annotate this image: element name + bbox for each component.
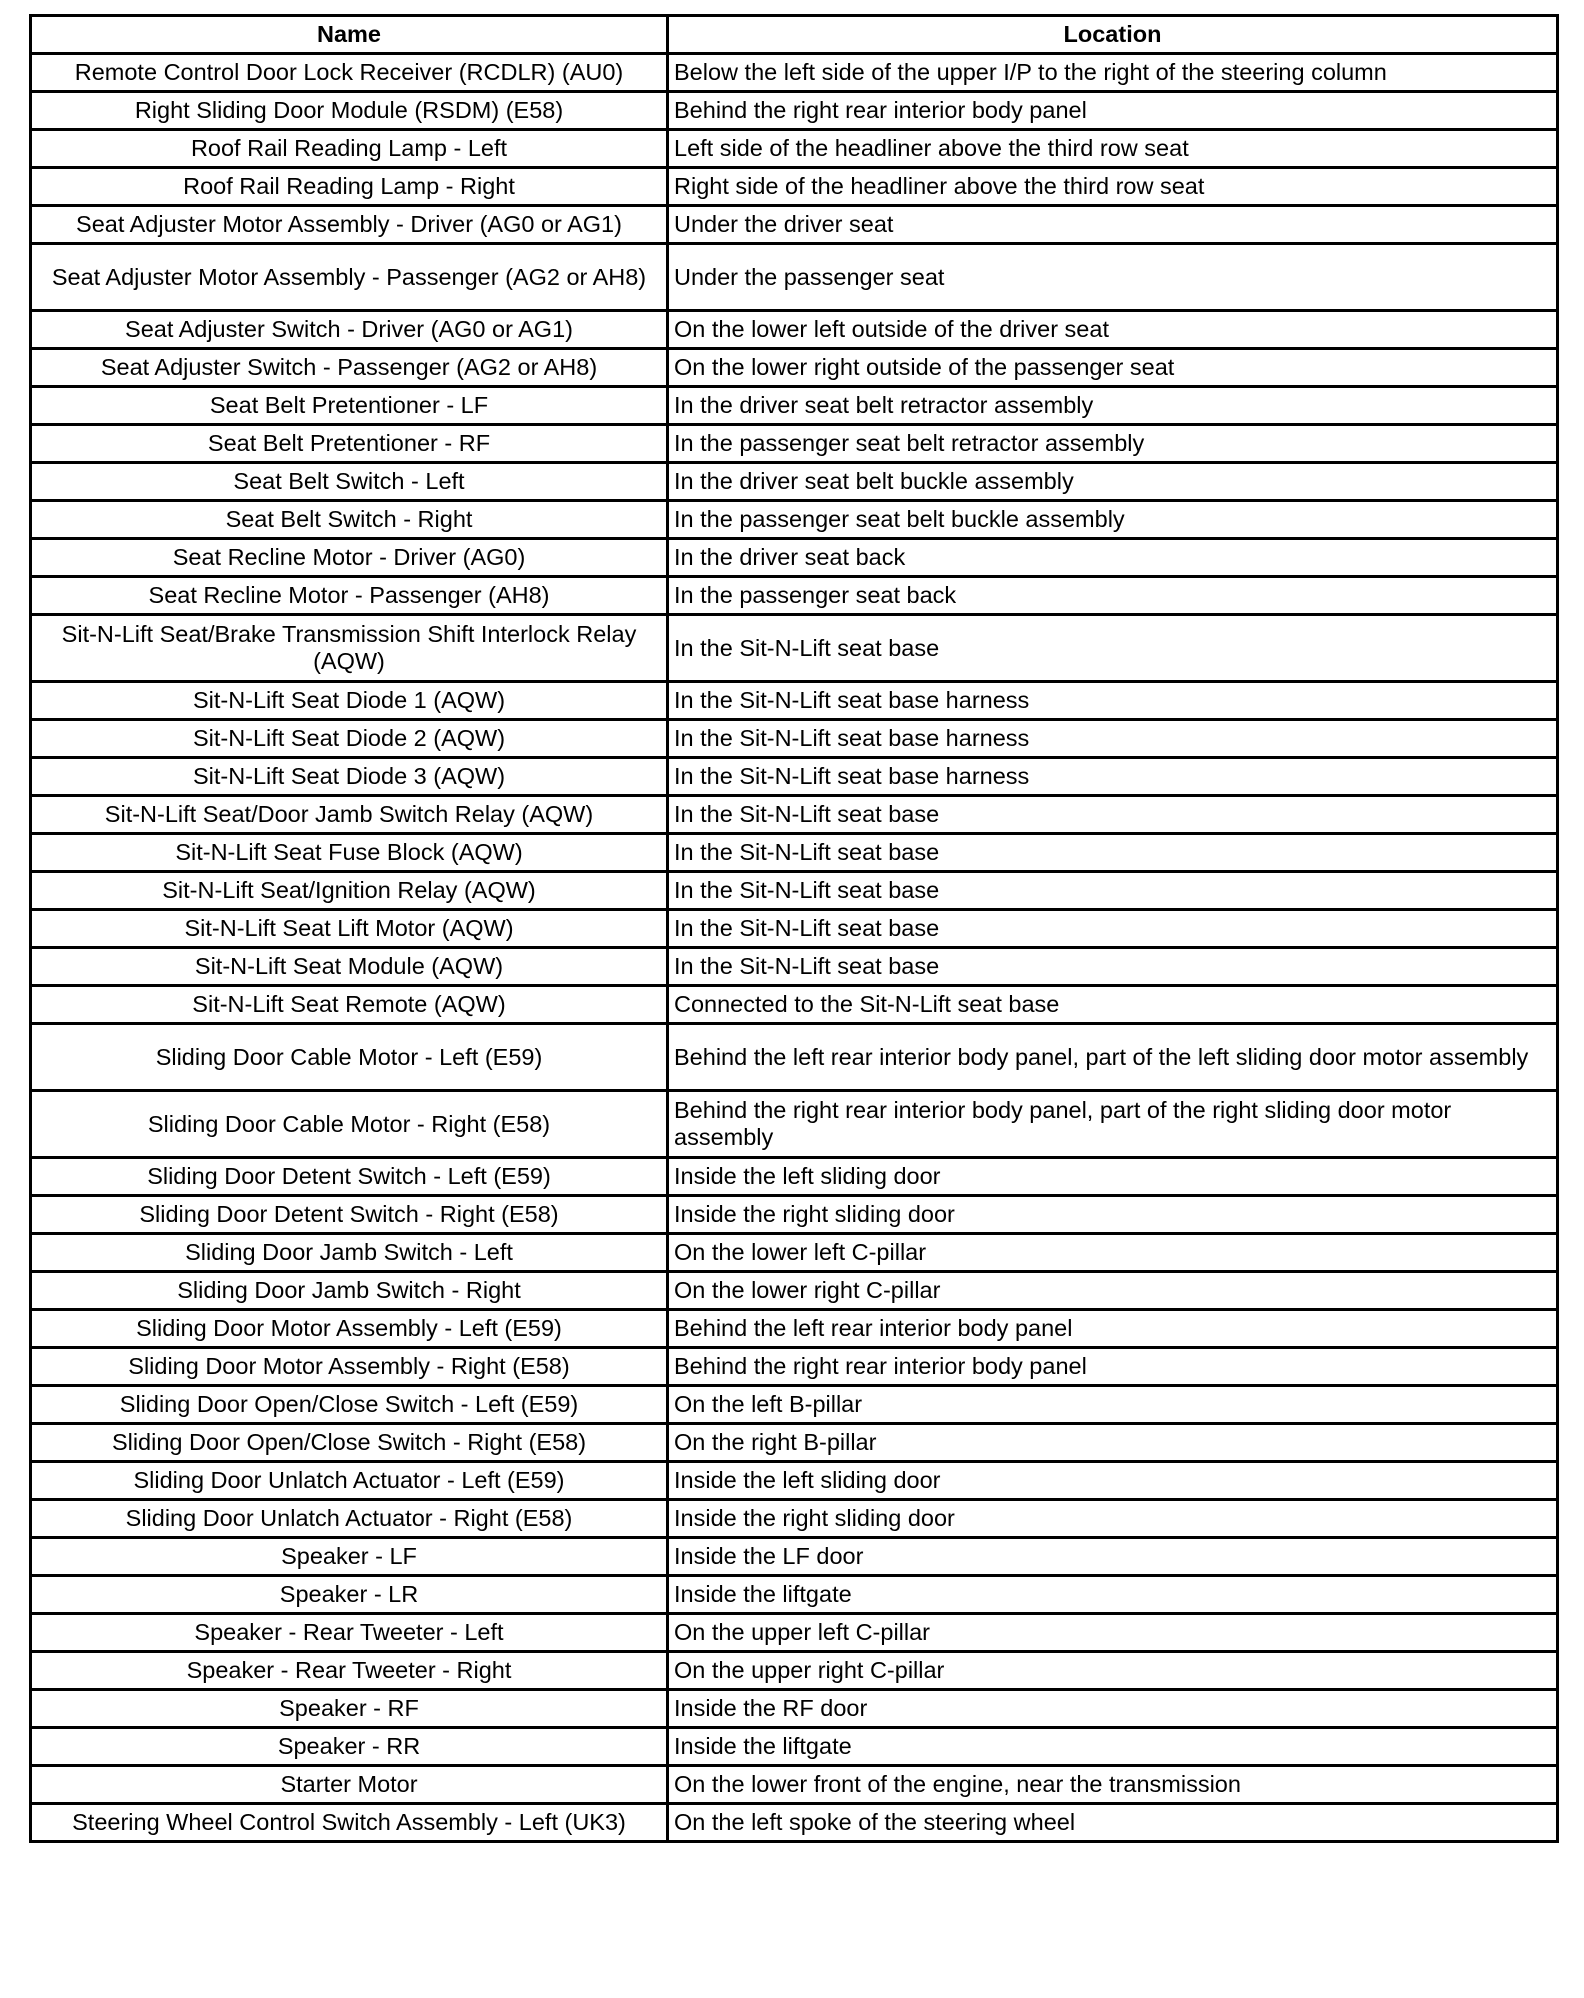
component-location-cell: In the passenger seat back [668,577,1558,615]
table-row [31,463,1558,501]
component-name-cell: Remote Control Door Lock Receiver (RCDLR) (AU0) [31,54,668,92]
component-location-cell: In the Sit-N-Lift seat base harness [668,682,1558,720]
component-name-cell: Sliding Door Detent Switch - Right (E58) [31,1196,668,1234]
component-location-cell: On the right B-pillar [668,1424,1558,1462]
component-location-cell: On the lower front of the engine, near the transmission [668,1766,1558,1804]
component-location-cell: On the lower right outside of the passenger seat [668,349,1558,387]
component-name-cell: Speaker - Rear Tweeter - Right [31,1652,668,1690]
component-name-cell: Sliding Door Cable Motor - Left (E59) [31,1024,668,1091]
component-name-cell: Sit-N-Lift Seat Module (AQW) [31,948,668,986]
component-name-cell: Seat Belt Pretentioner - LF [31,387,668,425]
component-name-cell: Seat Adjuster Motor Assembly - Driver (AG0 or AG1) [31,206,668,244]
component-location-cell: Connected to the Sit-N-Lift seat base [668,986,1558,1024]
component-name-cell: Sit-N-Lift Seat/Ignition Relay (AQW) [31,872,668,910]
table-row [31,206,1558,244]
component-location-cell: In the driver seat belt buckle assembly [668,463,1558,501]
component-name-cell: Sliding Door Cable Motor - Right (E58) [31,1091,668,1158]
table-row [31,1652,1558,1690]
component-name-cell: Sliding Door Motor Assembly - Left (E59) [31,1310,668,1348]
component-location-cell: Inside the left sliding door [668,1158,1558,1196]
component-name-cell: Roof Rail Reading Lamp - Right [31,168,668,206]
component-name-cell: Roof Rail Reading Lamp - Left [31,130,668,168]
component-location-cell: In the Sit-N-Lift seat base [668,872,1558,910]
component-location-cell: Under the passenger seat [668,244,1558,311]
table-row [31,349,1558,387]
component-location-cell: In the Sit-N-Lift seat base harness [668,720,1558,758]
table-row [31,168,1558,206]
component-name-cell: Speaker - LF [31,1538,668,1576]
table-row [31,1310,1558,1348]
table-row [31,577,1558,615]
component-location-cell: Inside the liftgate [668,1576,1558,1614]
table-row [31,1462,1558,1500]
component-name-cell: Sliding Door Open/Close Switch - Left (E59) [31,1386,668,1424]
component-location-cell: In the Sit-N-Lift seat base harness [668,758,1558,796]
component-name-cell: Seat Adjuster Switch - Passenger (AG2 or AH8) [31,349,668,387]
table-row [31,1424,1558,1462]
component-name-cell: Seat Belt Switch - Left [31,463,668,501]
component-name-cell: Seat Recline Motor - Driver (AG0) [31,539,668,577]
component-location-cell: In the Sit-N-Lift seat base [668,834,1558,872]
component-location-table [29,14,1559,1843]
table-row [31,1234,1558,1272]
component-location-cell: On the upper right C-pillar [668,1652,1558,1690]
table-row [31,1576,1558,1614]
table-row [31,130,1558,168]
table-row [31,948,1558,986]
table-row [31,1196,1558,1234]
table-row [31,425,1558,463]
component-location-cell: In the passenger seat belt retractor assembly [668,425,1558,463]
table-row [31,1272,1558,1310]
table-row [31,1614,1558,1652]
component-name-cell: Sit-N-Lift Seat Diode 3 (AQW) [31,758,668,796]
table-row [31,1728,1558,1766]
component-location-cell: Inside the LF door [668,1538,1558,1576]
component-location-cell: In the Sit-N-Lift seat base [668,615,1558,682]
table-row [31,872,1558,910]
component-location-cell: On the lower left C-pillar [668,1234,1558,1272]
component-name-cell: Sit-N-Lift Seat Diode 2 (AQW) [31,720,668,758]
component-name-cell: Sit-N-Lift Seat Fuse Block (AQW) [31,834,668,872]
component-name-cell: Sit-N-Lift Seat/Brake Transmission Shift Interlock Relay (AQW) [31,615,668,682]
component-name-cell: Speaker - RF [31,1690,668,1728]
component-location-cell: In the driver seat back [668,539,1558,577]
table-row [31,54,1558,92]
table-row [31,1158,1558,1196]
table-row [31,834,1558,872]
table-row [31,311,1558,349]
component-name-cell: Speaker - RR [31,1728,668,1766]
table-row [31,1804,1558,1842]
table-row [31,1500,1558,1538]
component-name-cell: Sliding Door Unlatch Actuator - Left (E59) [31,1462,668,1500]
table-row [31,682,1558,720]
component-name-cell: Speaker - LR [31,1576,668,1614]
component-location-cell: In the passenger seat belt buckle assembly [668,501,1558,539]
table-row [31,1091,1558,1158]
component-location-cell: On the left B-pillar [668,1386,1558,1424]
table-row [31,1348,1558,1386]
table-header-row [31,16,1558,54]
table-row [31,796,1558,834]
component-location-cell: Inside the left sliding door [668,1462,1558,1500]
component-name-cell: Sit-N-Lift Seat Lift Motor (AQW) [31,910,668,948]
component-location-cell: On the upper left C-pillar [668,1614,1558,1652]
component-name-cell: Speaker - Rear Tweeter - Left [31,1614,668,1652]
component-location-cell: Inside the right sliding door [668,1196,1558,1234]
table-row [31,539,1558,577]
component-location-cell: Below the left side of the upper I/P to the right of the steering column [668,54,1558,92]
table-row [31,244,1558,311]
component-name-cell: Seat Belt Pretentioner - RF [31,425,668,463]
table-row [31,501,1558,539]
component-location-cell: Behind the left rear interior body panel, part of the left sliding door motor assembly [668,1024,1558,1091]
component-location-cell: Behind the right rear interior body panel, part of the right sliding door motor assembly [668,1091,1558,1158]
component-location-cell: In the Sit-N-Lift seat base [668,796,1558,834]
component-location-cell: Behind the right rear interior body panel [668,92,1558,130]
component-location-cell: On the lower right C-pillar [668,1272,1558,1310]
component-name-cell: Right Sliding Door Module (RSDM) (E58) [31,92,668,130]
component-name-cell: Steering Wheel Control Switch Assembly - Left (UK3) [31,1804,668,1842]
table-body [31,54,1558,1842]
component-location-cell: Right side of the headliner above the third row seat [668,168,1558,206]
component-name-cell: Sliding Door Unlatch Actuator - Right (E58) [31,1500,668,1538]
component-location-cell: On the left spoke of the steering wheel [668,1804,1558,1842]
component-name-cell: Sit-N-Lift Seat/Door Jamb Switch Relay (AQW) [31,796,668,834]
component-name-cell: Seat Adjuster Switch - Driver (AG0 or AG1) [31,311,668,349]
table-row [31,758,1558,796]
component-location-cell: On the lower left outside of the driver seat [668,311,1558,349]
component-name-cell: Starter Motor [31,1766,668,1804]
table-row [31,615,1558,682]
component-location-cell: In the Sit-N-Lift seat base [668,910,1558,948]
component-location-cell: Inside the right sliding door [668,1500,1558,1538]
table-row [31,986,1558,1024]
component-name-cell: Seat Belt Switch - Right [31,501,668,539]
component-location-cell: Inside the liftgate [668,1728,1558,1766]
component-location-cell: Behind the left rear interior body panel [668,1310,1558,1348]
component-name-cell: Sit-N-Lift Seat Diode 1 (AQW) [31,682,668,720]
component-name-cell: Sliding Door Open/Close Switch - Right (E58) [31,1424,668,1462]
table-row [31,1690,1558,1728]
component-name-cell: Sliding Door Detent Switch - Left (E59) [31,1158,668,1196]
component-name-cell: Sliding Door Jamb Switch - Left [31,1234,668,1272]
table-row [31,1386,1558,1424]
component-location-cell: Inside the RF door [668,1690,1558,1728]
component-name-cell: Seat Recline Motor - Passenger (AH8) [31,577,668,615]
column-header-location: Location [668,16,1558,54]
table-row [31,387,1558,425]
component-name-cell: Sit-N-Lift Seat Remote (AQW) [31,986,668,1024]
component-location-cell: Left side of the headliner above the third row seat [668,130,1558,168]
column-header-name: Name [31,16,668,54]
component-location-cell: In the driver seat belt retractor assembly [668,387,1558,425]
table-row [31,1538,1558,1576]
component-location-cell: Behind the right rear interior body panel [668,1348,1558,1386]
component-name-cell: Seat Adjuster Motor Assembly - Passenger (AG2 or AH8) [31,244,668,311]
component-location-cell: In the Sit-N-Lift seat base [668,948,1558,986]
table-row [31,1766,1558,1804]
component-name-cell: Sliding Door Jamb Switch - Right [31,1272,668,1310]
table-row [31,1024,1558,1091]
table-row [31,92,1558,130]
component-name-cell: Sliding Door Motor Assembly - Right (E58) [31,1348,668,1386]
table-row [31,720,1558,758]
table-row [31,910,1558,948]
component-location-cell: Under the driver seat [668,206,1558,244]
